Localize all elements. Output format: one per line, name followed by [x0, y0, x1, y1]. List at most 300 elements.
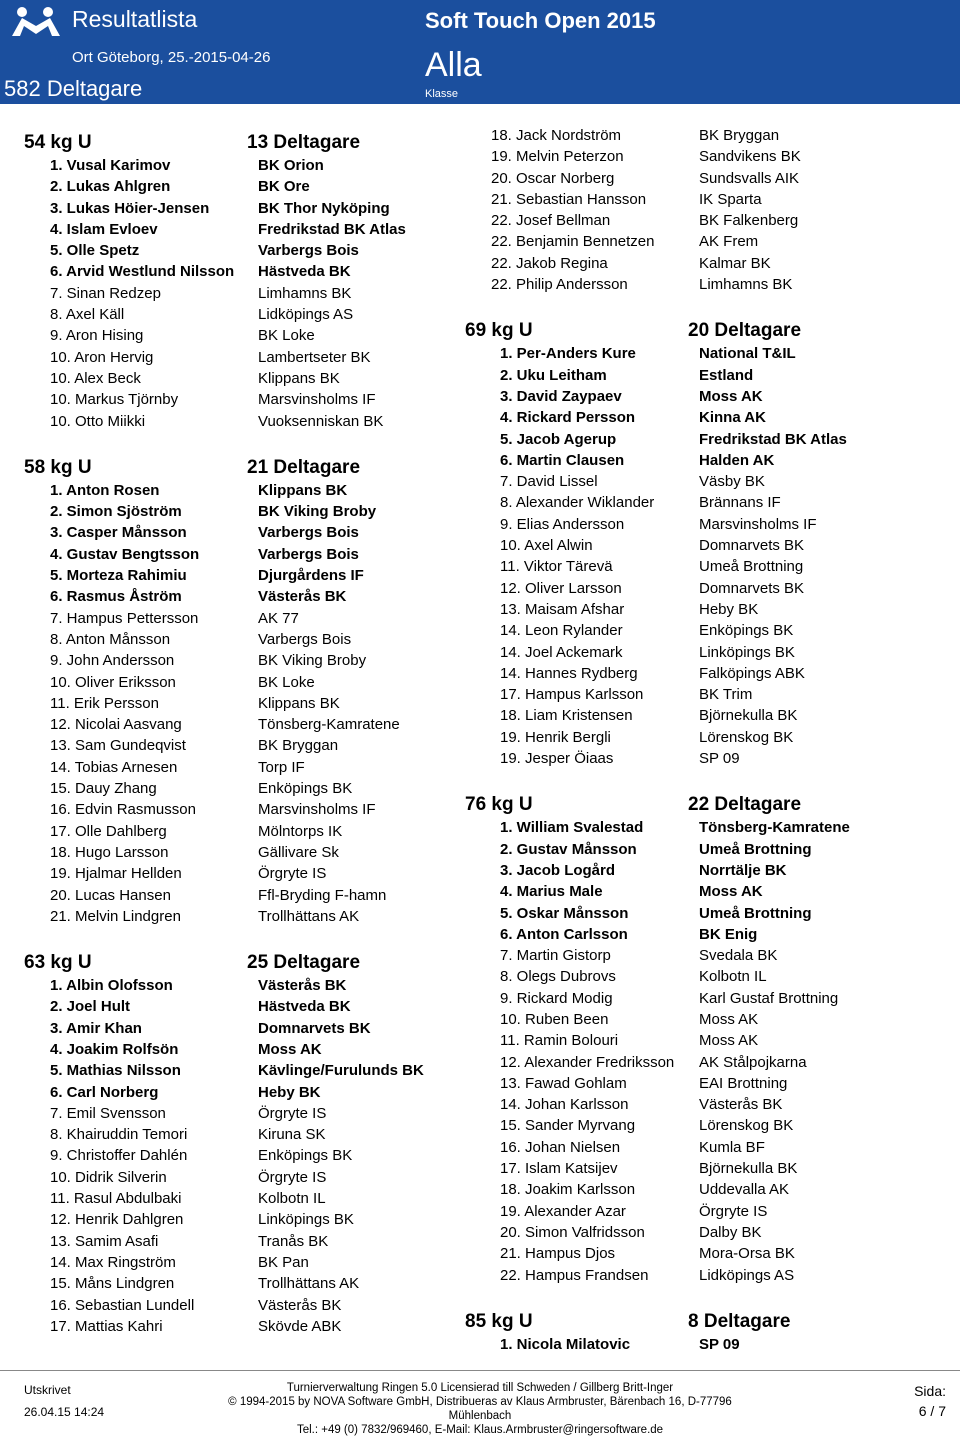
result-row: [24, 1295, 454, 1316]
wrestler-name: 16. Sebastian Lundell: [50, 1296, 195, 1314]
result-row: [465, 343, 945, 364]
club-name: BK Loke: [258, 327, 315, 345]
wrestler-name: 18. Liam Kristensen: [500, 707, 633, 725]
club-name: Lidköpings AS: [258, 306, 354, 324]
weight-class-heading: [465, 320, 945, 343]
result-row: [465, 450, 945, 471]
club-name: BK Orion: [258, 157, 324, 174]
club-name: Mora-Orsa BK: [699, 1245, 795, 1263]
weight-class: 54 kg U: [24, 132, 92, 153]
result-row: [24, 1145, 454, 1166]
wrestler-name: 18. Joakim Karlsson: [500, 1181, 636, 1199]
wrestler-name: 11. Ramin Bolouri: [500, 1032, 619, 1050]
result-row: [24, 672, 454, 693]
wrestler-name: 16. Edvin Rasmusson: [50, 801, 196, 819]
club-name: Västerås BK: [258, 1296, 342, 1314]
class-participant-count: 20 Deltagare: [688, 320, 802, 342]
wrestler-name: 19. Melvin Peterzon: [491, 148, 624, 166]
wrestler-name: 10. Axel Alwin: [500, 537, 593, 555]
club-name: BK Pan: [258, 1253, 309, 1271]
club-name: Västerås BK: [699, 1096, 783, 1114]
wrestler-name: 21. Hampus Djos: [500, 1245, 616, 1263]
class-participant-count: 21 Deltagare: [247, 456, 361, 478]
wrestler-name: 2. Lukas Ahlgren: [50, 178, 171, 196]
result-row: [465, 429, 945, 450]
wrestler-name: 1. Albin Olofsson: [50, 977, 173, 995]
club-name: Hästveda BK: [258, 263, 351, 281]
wrestler-name: 6. Rasmus Åström: [50, 588, 182, 606]
club-name: BK Loke: [258, 673, 315, 691]
result-row: [24, 1167, 454, 1188]
result-row: [465, 1052, 945, 1073]
result-row: [24, 283, 454, 304]
result-row: [465, 168, 945, 189]
result-row: [24, 176, 454, 197]
club-name: Enköpings BK: [258, 780, 353, 798]
result-row: [465, 578, 945, 599]
wrestler-name: 17. Mattias Kahri: [50, 1317, 163, 1335]
class-participant-count: 22 Deltagare: [688, 794, 802, 816]
wrestler-name: 5. Oskar Månsson: [500, 904, 629, 922]
result-row: [24, 714, 454, 735]
weight-class-heading: [24, 132, 454, 155]
result-row: [465, 189, 945, 210]
club-name: BK Bryggan: [258, 737, 339, 755]
page-number: 6 / 7: [918, 1403, 946, 1419]
wrestler-name: 2. Uku Leitham: [500, 366, 607, 384]
wrestler-name: 17. Hampus Karlsson: [500, 686, 644, 704]
wrestler-name: 15. Måns Lindgren: [50, 1275, 175, 1293]
wrestler-name: 3. Casper Månsson: [50, 524, 187, 542]
club-name: Moss AK: [699, 1010, 759, 1028]
club-name: Västerås BK: [258, 588, 347, 606]
result-row: [24, 842, 454, 863]
wrestler-name: 13. Samim Asafi: [50, 1232, 159, 1250]
wrestler-name: 3. Lukas Höier-Jensen: [50, 199, 210, 217]
wrestler-name: 5. Jacob Agerup: [500, 430, 617, 448]
wrestler-name: 10. Ruben Been: [500, 1010, 609, 1028]
result-row: [24, 1039, 454, 1060]
club-name: AK Stålpojkarna: [699, 1053, 807, 1071]
result-row: [24, 198, 454, 219]
wrestler-name: 2. Joel Hult: [50, 998, 131, 1016]
club-name: Limhamns BK: [258, 284, 352, 302]
result-row: [465, 492, 945, 513]
wrestler-name: 8. Alexander Wiklander: [500, 494, 655, 512]
result-row: [465, 924, 945, 945]
club-name: Svedala BK: [699, 947, 778, 965]
club-name: Örgryte IS: [699, 1202, 768, 1220]
result-row: [465, 365, 945, 386]
class-name: Alla: [425, 46, 482, 84]
wrestler-name: 10. Didrik Silverin: [50, 1168, 167, 1186]
club-name: Lörenskog BK: [699, 1117, 794, 1135]
club-name: AK Frem: [699, 233, 759, 251]
club-name: Umeå Brottning: [699, 904, 812, 922]
result-row: [24, 863, 454, 884]
wrestler-name: 12. Henrik Dahlgren: [50, 1211, 184, 1229]
club-name: Klippans BK: [258, 481, 348, 499]
wrestler-name: 22. Philip Andersson: [491, 276, 628, 294]
club-name: Mölntorps IK: [258, 822, 343, 840]
result-row: [465, 1073, 945, 1094]
result-row: [465, 945, 945, 966]
wrestler-name: 14. Joel Ackemark: [500, 643, 623, 661]
result-row: [24, 1060, 454, 1081]
result-row: [465, 881, 945, 902]
result-row: [465, 556, 945, 577]
result-row: [24, 368, 454, 389]
club-name: Lambertseter BK: [258, 348, 371, 366]
wrestler-name: 21. Sebastian Hansson: [491, 190, 647, 208]
wrestler-name: 1. Anton Rosen: [50, 481, 160, 499]
club-name: Fredrikstad BK Atlas: [699, 430, 847, 448]
result-row: [24, 693, 454, 714]
club-name: Domnarvets BK: [699, 579, 805, 597]
result-row: [465, 514, 945, 535]
wrestler-name: 7. Sinan Redzep: [50, 284, 161, 302]
club-name: Ffl-Bryding F-hamn: [258, 886, 387, 904]
wrestler-name: 9. Elias Andersson: [500, 515, 625, 533]
result-row: [24, 1018, 454, 1039]
wrestler-name: 12. Alexander Fredriksson: [500, 1053, 675, 1071]
wrestler-name: 5. Mathias Nilsson: [50, 1062, 181, 1080]
class-participant-count: 25 Deltagare: [247, 952, 361, 974]
result-row: [24, 778, 454, 799]
club-name: Fredrikstad BK Atlas: [258, 220, 406, 238]
footer-line: © 1994-2015 by NOVA Software GmbH, Distribueras av Klaus Armbruster, Bärenbach 16, D-77796 Mühlenbach: [228, 1396, 732, 1422]
wrestler-name: 13. Sam Gundeqvist: [50, 737, 186, 755]
club-name: Tönsberg-Kamratene: [699, 819, 850, 837]
weight-class: 69 kg U: [465, 320, 533, 342]
club-name: Kinna AK: [699, 409, 766, 427]
result-row: [465, 1201, 945, 1222]
result-row: [465, 748, 945, 769]
wrestler-name: 22. Josef Bellman: [491, 212, 611, 230]
result-row: [24, 650, 454, 671]
club-name: Marsvinsholms IF: [699, 515, 817, 533]
club-name: BK Viking Broby: [258, 652, 367, 670]
header-banner: [0, 0, 960, 104]
wrestler-name: 4. Rickard Persson: [500, 409, 636, 427]
club-name: BK Falkenberg: [699, 212, 799, 230]
wrestler-name: 1. Vusal Karimov: [50, 157, 171, 174]
club-name: Klippans BK: [258, 694, 340, 712]
club-name: BK Viking Broby: [258, 503, 377, 521]
club-name: Uddevalla AK: [699, 1181, 790, 1199]
club-name: BK Thor Nyköping: [258, 199, 390, 217]
wrestler-name: 22. Benjamin Bennetzen: [491, 233, 655, 251]
club-name: Sandvikens BK: [699, 148, 801, 166]
club-name: Varbergs Bois: [258, 545, 359, 563]
club-name: Kiruna SK: [258, 1126, 326, 1144]
result-row: [465, 663, 945, 684]
wrestler-name: 4. Marius Male: [500, 883, 603, 901]
result-row: [465, 1158, 945, 1179]
class-label: Klasse: [425, 88, 459, 100]
wrestler-name: 10. Aron Hervig: [50, 348, 154, 366]
wrestler-name: 20. Lucas Hansen: [50, 886, 171, 904]
club-name: Moss AK: [699, 1032, 759, 1050]
wrestler-name: 9. Aron Hising: [50, 327, 144, 345]
result-row: [24, 586, 454, 607]
wrestler-name: 3. Jacob Logård: [500, 861, 616, 879]
class-participant-count: 13 Deltagare: [247, 132, 361, 153]
printed-date: 26.04.15 14:24: [24, 1405, 105, 1419]
result-row: [465, 1137, 945, 1158]
result-row: [465, 1334, 945, 1355]
club-name: Varbergs Bois: [258, 524, 359, 542]
event-name: Soft Touch Open 2015: [425, 8, 656, 33]
wrestler-name: 14. Tobias Arnesen: [50, 758, 178, 776]
wrestler-name: 10. Alex Beck: [50, 369, 141, 387]
wrestler-name: 1. Per-Anders Kure: [500, 345, 636, 363]
wrestler-name: 7. Emil Svensson: [50, 1104, 166, 1122]
club-name: Klippans BK: [258, 369, 340, 387]
class-participant-count: 8 Deltagare: [688, 1310, 791, 1332]
club-name: Kolbotn IL: [699, 968, 767, 986]
wrestler-name: 4. Joakim Rolfsön: [50, 1040, 179, 1058]
club-name: Skövde ABK: [258, 1317, 342, 1335]
wrestler-name: 18. Hugo Larsson: [50, 843, 169, 861]
wrestler-name: 1. Nicola Milatovic: [500, 1335, 631, 1353]
result-row: [24, 1209, 454, 1230]
wrestler-name: 18. Jack Nordström: [491, 127, 622, 144]
club-name: EAI Brottning: [699, 1074, 788, 1092]
result-row: [24, 1082, 454, 1103]
printed-label: Utskrivet: [24, 1383, 71, 1397]
wrestler-name: 6. Anton Carlsson: [500, 925, 628, 943]
result-row: [24, 906, 454, 927]
club-name: BK Bryggan: [699, 127, 780, 144]
club-name: Marsvinsholms IF: [258, 801, 376, 819]
wrestler-name: 22. Hampus Frandsen: [500, 1266, 649, 1284]
result-row: [465, 1030, 945, 1051]
wrestlers-logo-icon: [8, 6, 64, 40]
result-row: [24, 304, 454, 325]
club-name: Örgryte IS: [258, 1168, 327, 1186]
club-name: Tranås BK: [258, 1232, 329, 1250]
weight-class-heading: [24, 457, 454, 480]
wrestler-name: 9. John Andersson: [50, 652, 175, 670]
club-name: Varbergs Bois: [258, 630, 352, 648]
weight-class: 58 kg U: [24, 456, 92, 478]
club-name: Västerås BK: [258, 977, 347, 995]
club-name: Björnekulla BK: [699, 707, 798, 725]
club-name: Enköpings BK: [699, 622, 794, 640]
club-name: Torp IF: [258, 758, 305, 776]
wrestler-name: 5. Morteza Rahimiu: [50, 567, 187, 585]
club-name: Kävlinge/Furulunds BK: [258, 1062, 424, 1080]
wrestler-name: 9. Christoffer Dahlén: [50, 1147, 188, 1165]
wrestler-name: 20. Simon Valfridsson: [500, 1223, 645, 1241]
result-row: [24, 240, 454, 261]
right-column: [465, 125, 945, 1355]
wrestler-name: 6. Arvid Westlund Nilsson: [50, 263, 235, 281]
wrestler-name: 5. Olle Spetz: [50, 242, 140, 260]
club-name: Gällivare Sk: [258, 843, 339, 861]
wrestler-name: 1. William Svalestad: [500, 819, 644, 837]
page-title: Resultatlista: [72, 6, 198, 32]
wrestler-name: 7. Hampus Pettersson: [50, 609, 199, 627]
result-row: [24, 799, 454, 820]
result-row: [465, 684, 945, 705]
club-name: Sundsvalls AIK: [699, 169, 800, 187]
club-name: Moss AK: [258, 1040, 322, 1058]
wrestler-name: 19. Alexander Azar: [500, 1202, 626, 1220]
club-name: Falköpings ABK: [699, 664, 805, 682]
wrestler-name: 22. Jakob Regina: [491, 254, 608, 272]
result-row: [465, 231, 945, 252]
weight-class: 76 kg U: [465, 794, 533, 816]
club-name: Lörenskog BK: [699, 728, 794, 746]
result-row: [465, 966, 945, 987]
wrestler-name: 8. Olegs Dubrovs: [500, 968, 616, 986]
wrestler-name: 11. Rasul Abdulbaki: [50, 1190, 182, 1208]
result-row: [465, 988, 945, 1009]
result-row: [465, 903, 945, 924]
club-name: BK Trim: [699, 686, 753, 704]
wrestler-name: 14. Max Ringström: [50, 1253, 176, 1271]
weight-class-heading: [465, 1311, 945, 1334]
wrestler-name: 13. Fawad Gohlam: [500, 1074, 627, 1092]
result-row: [465, 535, 945, 556]
result-row: [24, 821, 454, 842]
club-name: Halden AK: [699, 451, 775, 469]
club-name: Dalby BK: [699, 1223, 762, 1241]
result-row: [465, 125, 945, 146]
result-row: [465, 1115, 945, 1136]
club-name: Moss AK: [699, 387, 763, 405]
club-name: Heby BK: [258, 1083, 321, 1101]
result-row: [24, 1252, 454, 1273]
club-name: Estland: [699, 366, 754, 384]
footer-credits: [200, 1381, 760, 1437]
club-name: Limhamns BK: [699, 276, 793, 294]
wrestler-name: 11. Erik Persson: [50, 694, 159, 712]
result-row: [465, 839, 945, 860]
club-name: Väsby BK: [699, 473, 765, 491]
wrestler-name: 14. Hannes Rydberg: [500, 664, 638, 682]
club-name: Domnarvets BK: [258, 1019, 371, 1037]
wrestler-name: 20. Oscar Norberg: [491, 169, 615, 187]
result-row: [24, 975, 454, 996]
result-row: [24, 996, 454, 1017]
result-row: [24, 1231, 454, 1252]
club-name: Marsvinsholms IF: [258, 391, 376, 409]
result-row: [465, 1265, 945, 1286]
result-row: [465, 146, 945, 167]
club-name: Linköpings BK: [699, 643, 795, 661]
club-name: Varbergs Bois: [258, 242, 359, 260]
result-row: [24, 565, 454, 586]
result-row: [24, 885, 454, 906]
club-name: BK Ore: [258, 178, 310, 196]
wrestler-name: 12. Oliver Larsson: [500, 579, 622, 597]
wrestler-name: 3. David Zaypaev: [500, 387, 622, 405]
result-row: [465, 386, 945, 407]
weight-class-heading: [465, 794, 945, 817]
club-name: Hästveda BK: [258, 998, 351, 1016]
page-footer: [0, 1370, 960, 1436]
wrestler-name: 14. Leon Rylander: [500, 622, 623, 640]
wrestler-name: 16. Johan Nielsen: [500, 1138, 621, 1156]
wrestler-name: 6. Martin Clausen: [500, 451, 625, 469]
weight-class: 85 kg U: [465, 1310, 533, 1332]
result-row: [24, 735, 454, 756]
result-row: [465, 599, 945, 620]
club-name: BK Enig: [699, 925, 758, 943]
result-row: [465, 642, 945, 663]
result-row: [24, 629, 454, 650]
club-name: Trollhättans AK: [258, 1275, 360, 1293]
club-name: SP 09: [699, 750, 740, 768]
result-row: [465, 860, 945, 881]
club-name: Enköpings BK: [258, 1147, 353, 1165]
result-row: [465, 253, 945, 274]
result-row: [24, 155, 454, 176]
result-row: [465, 210, 945, 231]
result-row: [465, 620, 945, 641]
result-row: [24, 608, 454, 629]
wrestler-name: 11. Viktor Tärevä: [500, 558, 613, 576]
result-row: [465, 1243, 945, 1264]
result-row: [24, 480, 454, 501]
result-row: [24, 1103, 454, 1124]
wrestler-name: 7. David Lissel: [500, 473, 598, 491]
result-row: [465, 1179, 945, 1200]
club-name: Örgryte IS: [258, 1104, 327, 1122]
result-row: [24, 1124, 454, 1145]
result-row: [24, 522, 454, 543]
result-row: [24, 1188, 454, 1209]
wrestler-name: 6. Carl Norberg: [50, 1083, 159, 1101]
result-row: [24, 325, 454, 346]
wrestler-name: 10. Otto Miikki: [50, 412, 146, 430]
wrestler-name: 10. Markus Tjörnby: [50, 391, 179, 409]
club-name: SP 09: [699, 1335, 740, 1353]
footer-line: Tel.: +49 (0) 7832/969460, E-Mail: Klaus.Armbruster@ringersoftware.de: [296, 1424, 664, 1436]
wrestler-name: 3. Amir Khan: [50, 1019, 142, 1037]
club-name: Linköpings BK: [258, 1211, 354, 1229]
result-row: [24, 347, 454, 368]
club-name: Domnarvets BK: [699, 537, 805, 555]
club-name: Djurgårdens IF: [258, 567, 364, 585]
wrestler-name: 8. Khairuddin Temori: [50, 1126, 188, 1144]
wrestler-name: 15. Dauy Zhang: [50, 780, 157, 798]
result-row: [465, 274, 945, 295]
club-name: National T&IL: [699, 345, 796, 363]
result-row: [24, 219, 454, 240]
result-row: [24, 1316, 454, 1337]
result-row: [24, 411, 454, 432]
club-name: AK 77: [258, 609, 299, 627]
wrestler-name: 17. Olle Dahlberg: [50, 822, 167, 840]
wrestler-name: 19. Henrik Bergli: [500, 728, 611, 746]
participant-count: 582 Deltagare: [4, 76, 143, 101]
club-name: Lidköpings AS: [699, 1266, 795, 1284]
wrestler-name: 2. Simon Sjöström: [50, 503, 182, 521]
weight-class-heading: [24, 952, 454, 975]
wrestler-name: 8. Anton Månsson: [50, 630, 171, 648]
club-name: Karl Gustaf Brottning: [699, 989, 839, 1007]
club-name: Umeå Brottning: [699, 558, 804, 576]
club-name: IK Sparta: [699, 190, 762, 208]
wrestler-name: 19. Hjalmar Hellden: [50, 865, 182, 883]
result-row: [24, 261, 454, 282]
wrestler-name: 10. Oliver Eriksson: [50, 673, 176, 691]
result-row: [24, 501, 454, 522]
